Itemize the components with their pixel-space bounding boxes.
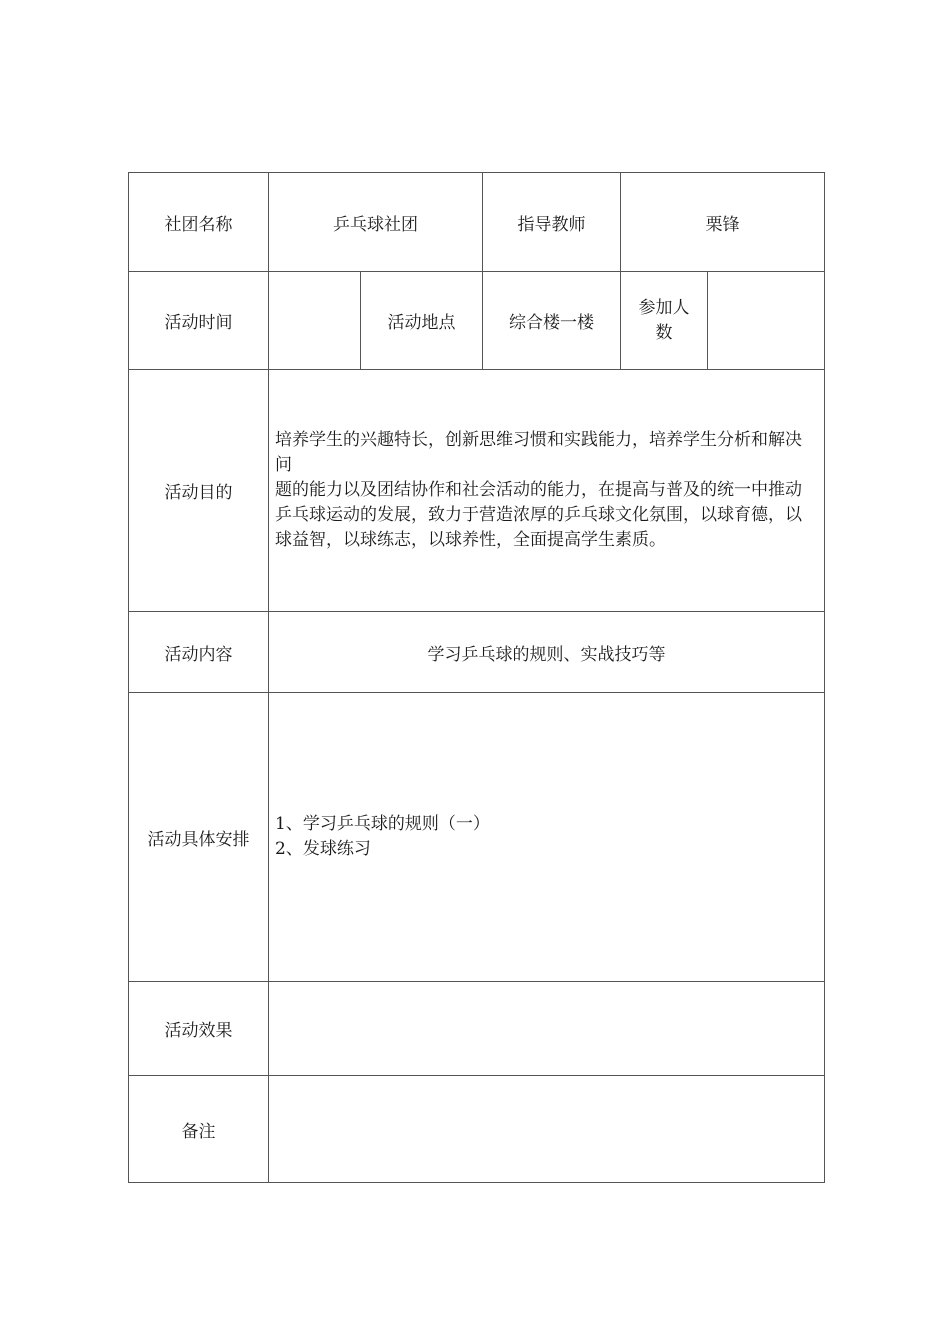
- activity-purpose-label: 活动目的: [129, 370, 269, 612]
- activity-effect-value: [269, 982, 825, 1076]
- row-activity-time-place: [129, 272, 825, 370]
- club-name-value: 乒乓球社团: [269, 173, 483, 272]
- activity-place-value: 综合楼一楼: [483, 272, 621, 370]
- activity-schedule-label: 活动具体安排: [129, 693, 269, 982]
- row-activity-effect: [129, 982, 825, 1076]
- participants-value: [708, 272, 825, 370]
- club-activity-form: [128, 172, 825, 1183]
- row-activity-purpose: [129, 370, 825, 612]
- row-activity-schedule: [129, 693, 825, 982]
- activity-content-label: 活动内容: [129, 612, 269, 693]
- activity-schedule-list: [269, 693, 825, 982]
- purpose-line: 题的能力以及团结协作和社会活动的能力，在提高与普及的统一中推动乒乓球运动的发展，致力于营造浓厚的乒乓球文化氛围，以球育德，以球益智，以球练志，以球养性，全面提高学生素质。: [275, 480, 802, 550]
- activity-content-value: 学习乒乓球的规则、实战技巧等: [269, 612, 825, 693]
- remark-value: [269, 1076, 825, 1183]
- row-remark: [129, 1076, 825, 1183]
- activity-purpose-text: [269, 370, 825, 612]
- remark-label: 备注: [129, 1076, 269, 1183]
- activity-place-label: 活动地点: [361, 272, 483, 370]
- teacher-label: 指导教师: [483, 173, 621, 272]
- activity-time-label: 活动时间: [129, 272, 269, 370]
- schedule-item: 2、发球练习: [275, 839, 371, 859]
- activity-effect-label: 活动效果: [129, 982, 269, 1076]
- teacher-value: 栗锋: [621, 173, 825, 272]
- purpose-line: 培养学生的兴趣特长，创新思维习惯和实践能力，培养学生分析和解决问: [275, 430, 802, 475]
- row-activity-content: [129, 612, 825, 693]
- row-club-info: [129, 173, 825, 272]
- activity-time-value: [269, 272, 361, 370]
- participants-label: 参加人数: [621, 272, 708, 370]
- schedule-item: 1、学习乒乓球的规则（一）: [275, 814, 490, 834]
- club-name-label: 社团名称: [129, 173, 269, 272]
